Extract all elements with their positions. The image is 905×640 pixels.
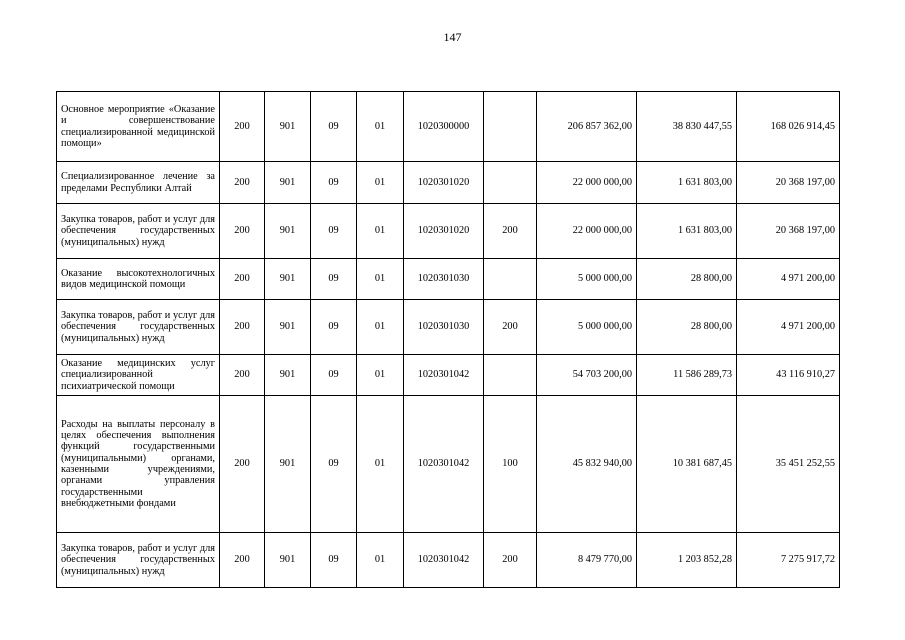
table-row <box>57 259 840 300</box>
target-article-cell: 1020301042 <box>404 533 484 588</box>
target-article-cell: 1020301030 <box>404 300 484 355</box>
table-row <box>57 355 840 396</box>
ministry-code-cell: 901 <box>265 533 311 588</box>
code-cell-1: 200 <box>220 162 265 204</box>
expense-type-cell <box>484 162 537 204</box>
expense-type-cell <box>484 92 537 162</box>
code-cell-1: 200 <box>220 204 265 259</box>
subsection-cell: 01 <box>357 355 404 396</box>
executed-amount-cell: 1 203 852,28 <box>637 533 737 588</box>
remaining-amount-cell: 4 971 200,00 <box>737 259 840 300</box>
expense-name-cell: Оказание высокотехнологичных видов медицинской помощи <box>57 259 220 300</box>
table-row <box>57 300 840 355</box>
table-row <box>57 92 840 162</box>
target-article-cell: 1020301042 <box>404 355 484 396</box>
remaining-amount-cell: 20 368 197,00 <box>737 162 840 204</box>
section-cell: 09 <box>311 162 357 204</box>
budget-table <box>56 91 840 588</box>
target-article-cell: 1020300000 <box>404 92 484 162</box>
expense-type-cell <box>484 259 537 300</box>
section-cell: 09 <box>311 204 357 259</box>
table-row <box>57 396 840 533</box>
ministry-code-cell: 901 <box>265 204 311 259</box>
approved-amount-cell: 206 857 362,00 <box>537 92 637 162</box>
executed-amount-cell: 28 800,00 <box>637 259 737 300</box>
subsection-cell: 01 <box>357 92 404 162</box>
code-cell-1: 200 <box>220 355 265 396</box>
approved-amount-cell: 22 000 000,00 <box>537 204 637 259</box>
page-number: 147 <box>443 30 462 44</box>
code-cell-1: 200 <box>220 533 265 588</box>
expense-type-cell: 200 <box>484 204 537 259</box>
expense-type-cell <box>484 355 537 396</box>
executed-amount-cell: 1 631 803,00 <box>637 162 737 204</box>
code-cell-1: 200 <box>220 92 265 162</box>
remaining-amount-cell: 168 026 914,45 <box>737 92 840 162</box>
subsection-cell: 01 <box>357 300 404 355</box>
approved-amount-cell: 54 703 200,00 <box>537 355 637 396</box>
executed-amount-cell: 10 381 687,45 <box>637 396 737 533</box>
executed-amount-cell: 38 830 447,55 <box>637 92 737 162</box>
ministry-code-cell: 901 <box>265 355 311 396</box>
expense-name-cell: Основное мероприятие «Оказание и совершенствование специализированной медицинской помощи» <box>57 92 220 162</box>
code-cell-1: 200 <box>220 300 265 355</box>
expense-type-cell: 200 <box>484 533 537 588</box>
expense-name-cell: Специализированное лечение за пределами Республики Алтай <box>57 162 220 204</box>
executed-amount-cell: 28 800,00 <box>637 300 737 355</box>
expense-name-cell: Закупка товаров, работ и услуг для обеспечения государственных (муниципальных) нужд <box>57 533 220 588</box>
section-cell: 09 <box>311 533 357 588</box>
remaining-amount-cell: 35 451 252,55 <box>737 396 840 533</box>
expense-name-cell: Закупка товаров, работ и услуг для обеспечения государственных (муниципальных) нужд <box>57 204 220 259</box>
target-article-cell: 1020301020 <box>404 162 484 204</box>
expense-type-cell: 100 <box>484 396 537 533</box>
ministry-code-cell: 901 <box>265 396 311 533</box>
expense-name-cell: Оказание медицинских услуг специализированной психиатрической помощи <box>57 355 220 396</box>
table-row <box>57 533 840 588</box>
remaining-amount-cell: 4 971 200,00 <box>737 300 840 355</box>
section-cell: 09 <box>311 355 357 396</box>
approved-amount-cell: 5 000 000,00 <box>537 300 637 355</box>
section-cell: 09 <box>311 259 357 300</box>
code-cell-1: 200 <box>220 396 265 533</box>
table-row <box>57 162 840 204</box>
remaining-amount-cell: 20 368 197,00 <box>737 204 840 259</box>
subsection-cell: 01 <box>357 162 404 204</box>
approved-amount-cell: 5 000 000,00 <box>537 259 637 300</box>
section-cell: 09 <box>311 396 357 533</box>
subsection-cell: 01 <box>357 533 404 588</box>
ministry-code-cell: 901 <box>265 92 311 162</box>
table-row <box>57 204 840 259</box>
section-cell: 09 <box>311 92 357 162</box>
expense-type-cell: 200 <box>484 300 537 355</box>
code-cell-1: 200 <box>220 259 265 300</box>
expense-name-cell: Расходы на выплаты персоналу в целях обеспечения выполнения функций государственными (муниципальными) органами, казенными учреждениями, органами управления государственными внебюджетными фондами <box>57 396 220 533</box>
ministry-code-cell: 901 <box>265 259 311 300</box>
ministry-code-cell: 901 <box>265 300 311 355</box>
remaining-amount-cell: 43 116 910,27 <box>737 355 840 396</box>
ministry-code-cell: 901 <box>265 162 311 204</box>
subsection-cell: 01 <box>357 204 404 259</box>
expense-name-cell: Закупка товаров, работ и услуг для обеспечения государственных (муниципальных) нужд <box>57 300 220 355</box>
approved-amount-cell: 22 000 000,00 <box>537 162 637 204</box>
executed-amount-cell: 11 586 289,73 <box>637 355 737 396</box>
subsection-cell: 01 <box>357 396 404 533</box>
executed-amount-cell: 1 631 803,00 <box>637 204 737 259</box>
target-article-cell: 1020301030 <box>404 259 484 300</box>
section-cell: 09 <box>311 300 357 355</box>
approved-amount-cell: 8 479 770,00 <box>537 533 637 588</box>
remaining-amount-cell: 7 275 917,72 <box>737 533 840 588</box>
approved-amount-cell: 45 832 940,00 <box>537 396 637 533</box>
target-article-cell: 1020301020 <box>404 204 484 259</box>
target-article-cell: 1020301042 <box>404 396 484 533</box>
subsection-cell: 01 <box>357 259 404 300</box>
